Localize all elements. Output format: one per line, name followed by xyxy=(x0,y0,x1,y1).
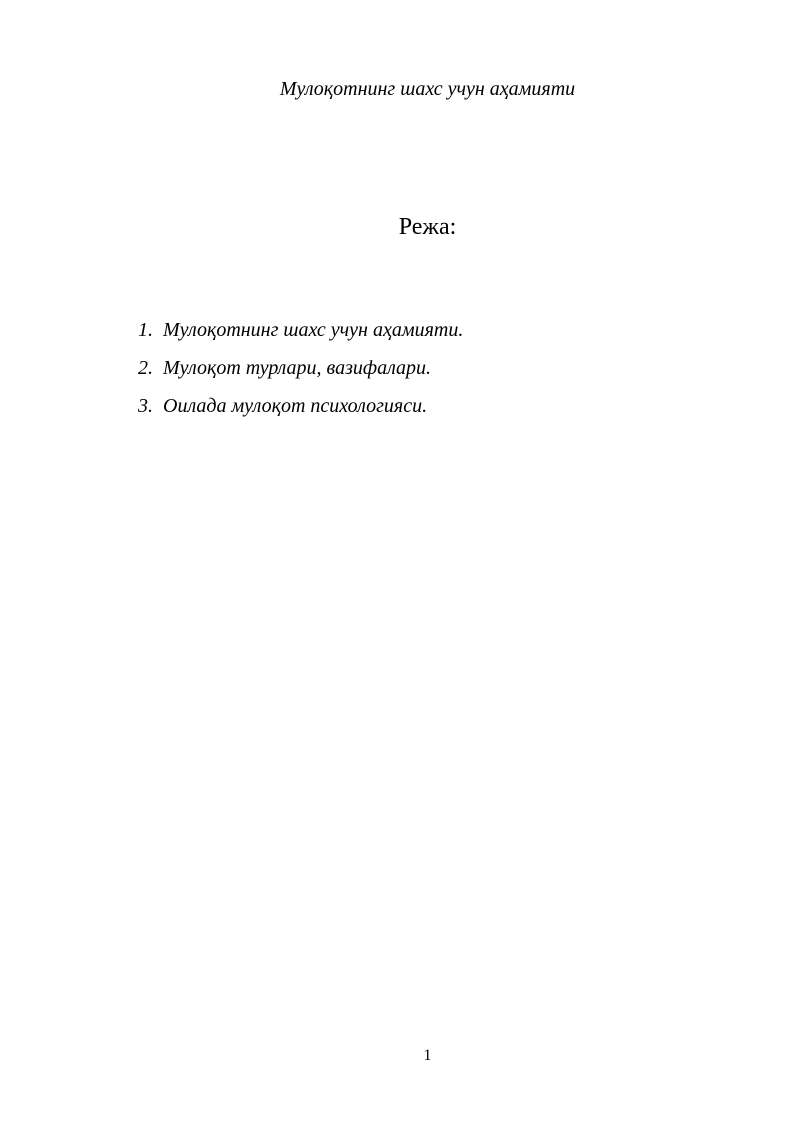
page-number: 1 xyxy=(423,1047,432,1064)
plan-item-text: Оилада мулоқот психологияси. xyxy=(163,395,428,417)
plan-item-text: Мулоқотнинг шахс учун аҳамияти. xyxy=(163,319,464,341)
plan-heading: Режа: xyxy=(398,214,457,240)
plan-item-number: 3. xyxy=(138,395,153,417)
plan-item-number: 2. xyxy=(138,357,153,379)
plan-item xyxy=(138,318,463,356)
plan-item-text: Мулоқот турлари, вазифалари. xyxy=(163,357,432,379)
document-title: Мулоқотнинг шахс учун аҳамияти xyxy=(279,78,576,100)
plan-item xyxy=(138,356,463,394)
plan-item-number: 1. xyxy=(138,319,153,341)
plan-item xyxy=(138,394,463,432)
plan-list xyxy=(138,318,463,432)
